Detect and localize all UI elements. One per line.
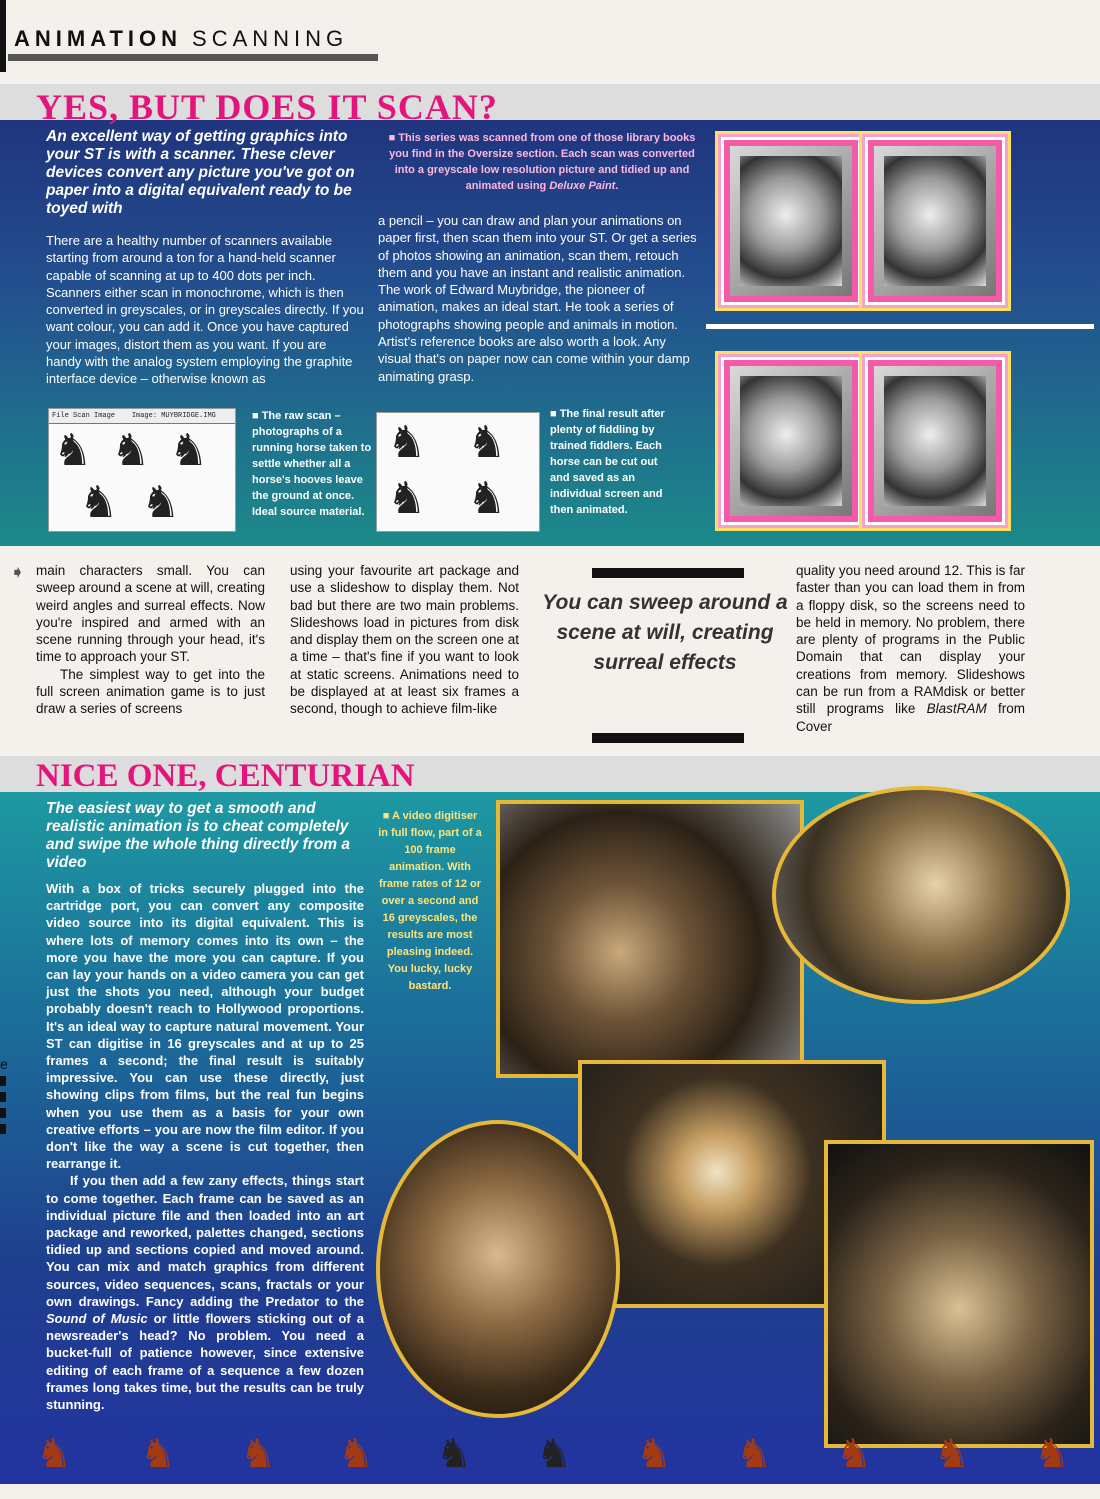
horse-icon: ♞ — [53, 426, 93, 475]
horse-icon: ♞ — [636, 1432, 672, 1476]
horse-icon: ♞ — [169, 426, 209, 475]
horse-icon: ♞ — [467, 418, 507, 467]
text-column-4 — [796, 562, 1025, 735]
column-text: The simplest way to get into the full screen animation game is to just draw a series of screens — [36, 666, 265, 717]
scanned-photo-frame-4 — [868, 360, 1002, 522]
paragraph-text: If you then add a few zany effects, things start to come together. Each frame can be saved as an individual picture file and then loaded into an art package and reworked, palettes changed, sections tidied up and sections copied and moved around. You can mix and match graphics from different sources, video sequences, scans, fractals or your own drawings. Fancy adding the Predator to the — [46, 1173, 364, 1309]
raw-scan-caption: ■ The raw scan – photographs of a running horse taken to settle whether all a horse's hooves leave the ground at once. Ideal source material. — [252, 410, 372, 518]
scanned-photo-frame-3 — [724, 360, 858, 522]
scanned-photo-frame-2 — [868, 140, 1002, 302]
scan-menu-text: File Scan Image — [52, 412, 116, 420]
scan-filename: Image: MUYBRIDGE.IMG — [131, 412, 216, 420]
column-text: quality you need around 12. This is far faster than you can load them in from a floppy disk, so the screens need to be held in memory. No problem, there are plenty of programs in the Public Domain that can display your creations from memory. Slideshows can be run from a RAMdisk or better still programs like — [796, 563, 1025, 717]
scanned-photo — [740, 156, 842, 286]
horse-icon: ♞ — [1034, 1432, 1070, 1476]
edge-bar — [0, 1124, 6, 1134]
panel-divider — [706, 324, 1094, 329]
paragraph-text-end: or little flowers sticking out of a newsreader's head? No problem. You need a bucket-full of patience however, since extensive editing of each frame of a sequence a few dozen frames long takes time, but the results can be truly stunning. — [46, 1311, 364, 1413]
video-frame-face — [376, 1120, 620, 1418]
scanned-photo-frame-1 — [724, 140, 858, 302]
text-column-1 — [36, 562, 265, 718]
section-name: ANIMATION — [14, 26, 183, 51]
body-paragraph-1: With a box of tricks securely plugged into the cartridge port, you can convert any composite video source into its digital equivalent. This is where lots of memory comes into its own – the more you have the more you can capture. If you can lay your hands on a video camera you can get just the shots you need, although your budget probably doesn't reach to Hollywood proportions. It's an ideal way to capture natural movement. Your ST can digitise in 16 greyscales and at up to 25 frames a second; the final result is suitably impressive. You can use these directly, just showing clips from films, but the real fun begins when you use them as a basis for your own creative efforts – you are now the film editor. If you don't like the way a scene is cut together, then rearrange it. — [46, 881, 364, 1172]
horse-icon: ♞ — [140, 1432, 176, 1476]
header-bar — [0, 0, 6, 72]
section-topic: SCANNING — [192, 26, 349, 51]
horse-icon: ♞ — [338, 1432, 374, 1476]
horse-icon: ♞ — [536, 1432, 572, 1476]
scan-section-title: YES, BUT DOES IT SCAN? — [36, 87, 498, 127]
caption-text: ■ This series was scanned from one of those library books you find in the Oversize section. Each scan was converted into a greyscale low resolution picture and tidied up and animated using — [388, 132, 696, 192]
horse-icon: ♞ — [387, 474, 427, 523]
scan-body-left: There are a healthy number of scanners available starting from around a ton for a hand-held scanner capable of scanning at up to 400 dots per inch. Scanners either scan in monochrome, which is then converted in greyscales, or in greyscales directly. If you want colour, you can add it. Once you have captured your images, distort them as you want. If you are handy with the analog system employing the graphite interface device – otherwise known as — [46, 233, 364, 387]
horse-icon: ♞ — [141, 478, 181, 527]
scan-window-titlebar — [49, 409, 235, 424]
final-result-caption: ■ The final result after plenty of fiddling by trained fiddlers. Each horse can be cut out and saved as an individual screen and then animated. — [550, 408, 665, 516]
pull-quote-bar-bottom — [592, 733, 744, 743]
scanned-photo — [884, 376, 986, 506]
caption-end: . — [615, 180, 619, 192]
video-section-body — [46, 880, 364, 1413]
horse-icon: ♞ — [240, 1432, 276, 1476]
video-frame-creature — [496, 800, 804, 1078]
column-text-end: from Cover — [796, 701, 1025, 734]
edge-bar — [0, 1076, 6, 1086]
scanned-photo — [740, 376, 842, 506]
body-paragraph-2 — [46, 1172, 364, 1413]
edge-bar — [0, 1108, 6, 1118]
scan-body-right: a pencil – you can draw and plan your animations on paper first, then scan them into your ST. Or get a series of photos showing an animation, scan them, retouch them and you have an instant and realistic animation. The work of Edward Muybridge, the pioneer of animation, makes an ideal start. He took a series of photographs showing people and animals in motion. Artist's reference books are also worth a look. Any visual that's on paper now can come within your damp animating grasp. — [378, 213, 697, 384]
horse-icon: ♞ — [36, 1432, 72, 1476]
horse-icon: ♞ — [836, 1432, 872, 1476]
horse-icon: ♞ — [436, 1432, 472, 1476]
arrow-right-icon: ➧ — [10, 562, 26, 582]
final-result-image — [376, 412, 540, 532]
horse-icon: ♞ — [736, 1432, 772, 1476]
video-frame-crowd — [824, 1140, 1094, 1448]
pull-quote: You can sweep around a scene at will, creating surreal effects — [542, 591, 788, 674]
text-column-2: using your favourite art package and use a slideshow to display them. Not bad but there are two main problems. Slideshows load in pictures from disk and display them on the screen one at a time – that's fine if you want to look at static screens. Animations need to be displayed at at least six frames a second, though to achieve film-like — [290, 563, 519, 717]
scan-caption-top — [378, 130, 706, 194]
video-section-intro: The easiest way to get a smooth and realistic animation is to cheat completely and swipe the whole thing directly from a video — [46, 800, 351, 871]
section-header — [14, 26, 348, 52]
page-edge-letter: e — [0, 1056, 8, 1072]
pull-quote-bar-top — [592, 568, 744, 578]
raw-scan-screenshot — [48, 408, 236, 532]
video-section-title: NICE ONE, CENTURIAN — [36, 758, 415, 794]
edge-bar — [0, 1092, 6, 1102]
horse-icon: ♞ — [934, 1432, 970, 1476]
video-caption: ■ A video digitiser in full flow, part of a 100 frame animation. With frame rates of 12 or over a second and 16 greyscales, the results are most pleasing indeed. You lucky, lucky bastard. — [378, 810, 482, 992]
scan-section-intro: An excellent way of getting graphics into your ST is with a scanner. These clever devices convert any picture you've got on paper into a digital equivalent ready to be toyed with — [46, 128, 355, 217]
column-text: main characters small. You can sweep around a scene at will, creating weird angles and surreal effects. Now you're inspired and armed with an scene running through your head, it's time to approach your ST. — [36, 563, 265, 665]
horse-icon: ♞ — [467, 474, 507, 523]
horse-icon: ♞ — [387, 418, 427, 467]
header-rule — [8, 54, 378, 61]
sound-of-music-title: Sound of Music — [46, 1311, 148, 1327]
horse-icon: ♞ — [111, 426, 151, 475]
video-frame-leaping-figure — [772, 786, 1070, 1004]
scanned-photo — [884, 156, 986, 286]
horse-icon: ♞ — [79, 478, 119, 527]
deluxe-paint-title: Deluxe Paint — [549, 180, 616, 192]
blastram-title: BlastRAM — [926, 701, 987, 717]
